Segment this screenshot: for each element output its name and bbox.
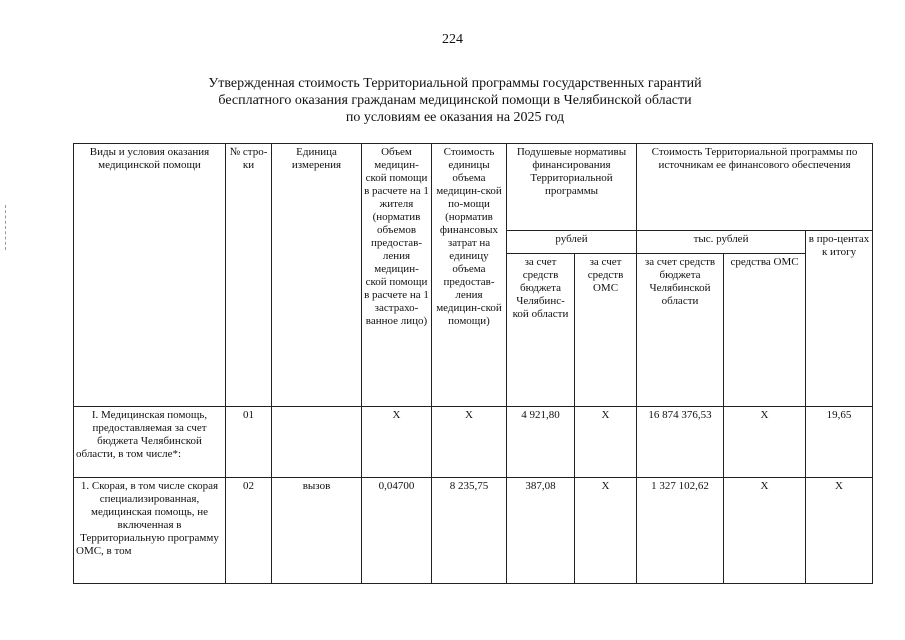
- cost-table: [73, 143, 873, 584]
- row-kind: I. Медицинская помощь, предоставляемая за счет бюджета Челябинской области, в том числе*:: [74, 407, 226, 478]
- row-oms-rub: Х: [575, 407, 637, 478]
- row-cost: 8 235,75: [432, 478, 507, 584]
- table-row: [74, 407, 873, 478]
- header-kind: Виды и условия оказания медицинской помощи: [74, 144, 226, 407]
- header-rubles: рублей: [507, 231, 637, 254]
- row-cost: Х: [432, 407, 507, 478]
- row-volume: 0,04700: [362, 478, 432, 584]
- header-row-no: № стро-ки: [226, 144, 272, 407]
- row-budget-rub: 387,08: [507, 478, 575, 584]
- title-line-1: Утвержденная стоимость Территориальной программы государственных гарантий: [208, 76, 702, 91]
- row-budget-thousand: 1 327 102,62: [637, 478, 724, 584]
- row-no: 01: [226, 407, 272, 478]
- header-oms-rub: за счет средств ОМС: [575, 254, 637, 407]
- row-percent: Х: [806, 478, 873, 584]
- header-budget-rub: за счет средств бюджета Челябинс-кой области: [507, 254, 575, 407]
- row-budget-rub: 4 921,80: [507, 407, 575, 478]
- margin-mark: [5, 205, 6, 250]
- header-row-1: [74, 144, 873, 231]
- row-percent: 19,65: [806, 407, 873, 478]
- header-percent: в про-центах к итогу: [806, 231, 873, 407]
- header-per-capita: Подушевые нормативы финансирования Территориальной программы: [507, 144, 637, 231]
- header-oms-thousand: средства ОМС: [724, 254, 806, 407]
- row-volume: Х: [362, 407, 432, 478]
- header-cost: Стоимость единицы объема медицин-ской по-мощи (норматив финансовых затрат на единицу объема предостав-ления медицин-ской помощи): [432, 144, 507, 407]
- table-row: [74, 478, 873, 584]
- header-unit: Единица измерения: [272, 144, 362, 407]
- row-unit: [272, 407, 362, 478]
- page-number: 224: [442, 32, 463, 47]
- title-line-2: бесплатного оказания гражданам медицинской помощи в Челябинской области: [218, 93, 692, 108]
- row-oms-thousand: Х: [724, 407, 806, 478]
- row-unit: вызов: [272, 478, 362, 584]
- row-oms-thousand: Х: [724, 478, 806, 584]
- header-thousand-rubles: тыс. рублей: [637, 231, 806, 254]
- header-volume: Объем медицин-ской помощи в расчете на 1 жителя (норматив объемов предостав-ления медицин-ской помощи в расчете на 1 застрахо-ванное лицо): [362, 144, 432, 407]
- title-line-3: по условиям ее оказания на 2025 год: [345, 110, 565, 125]
- row-kind: 1. Скорая, в том числе скорая специализированная, медицинская помощь, не включенная в Территориальную программу ОМС, в том: [74, 478, 226, 584]
- document-title: [150, 75, 760, 126]
- header-budget-thousand: за счет средств бюджета Челябинской области: [637, 254, 724, 407]
- row-oms-rub: Х: [575, 478, 637, 584]
- row-budget-thousand: 16 874 376,53: [637, 407, 724, 478]
- header-program-cost: Стоимость Территориальной программы по источникам ее финансового обеспечения: [637, 144, 873, 231]
- row-no: 02: [226, 478, 272, 584]
